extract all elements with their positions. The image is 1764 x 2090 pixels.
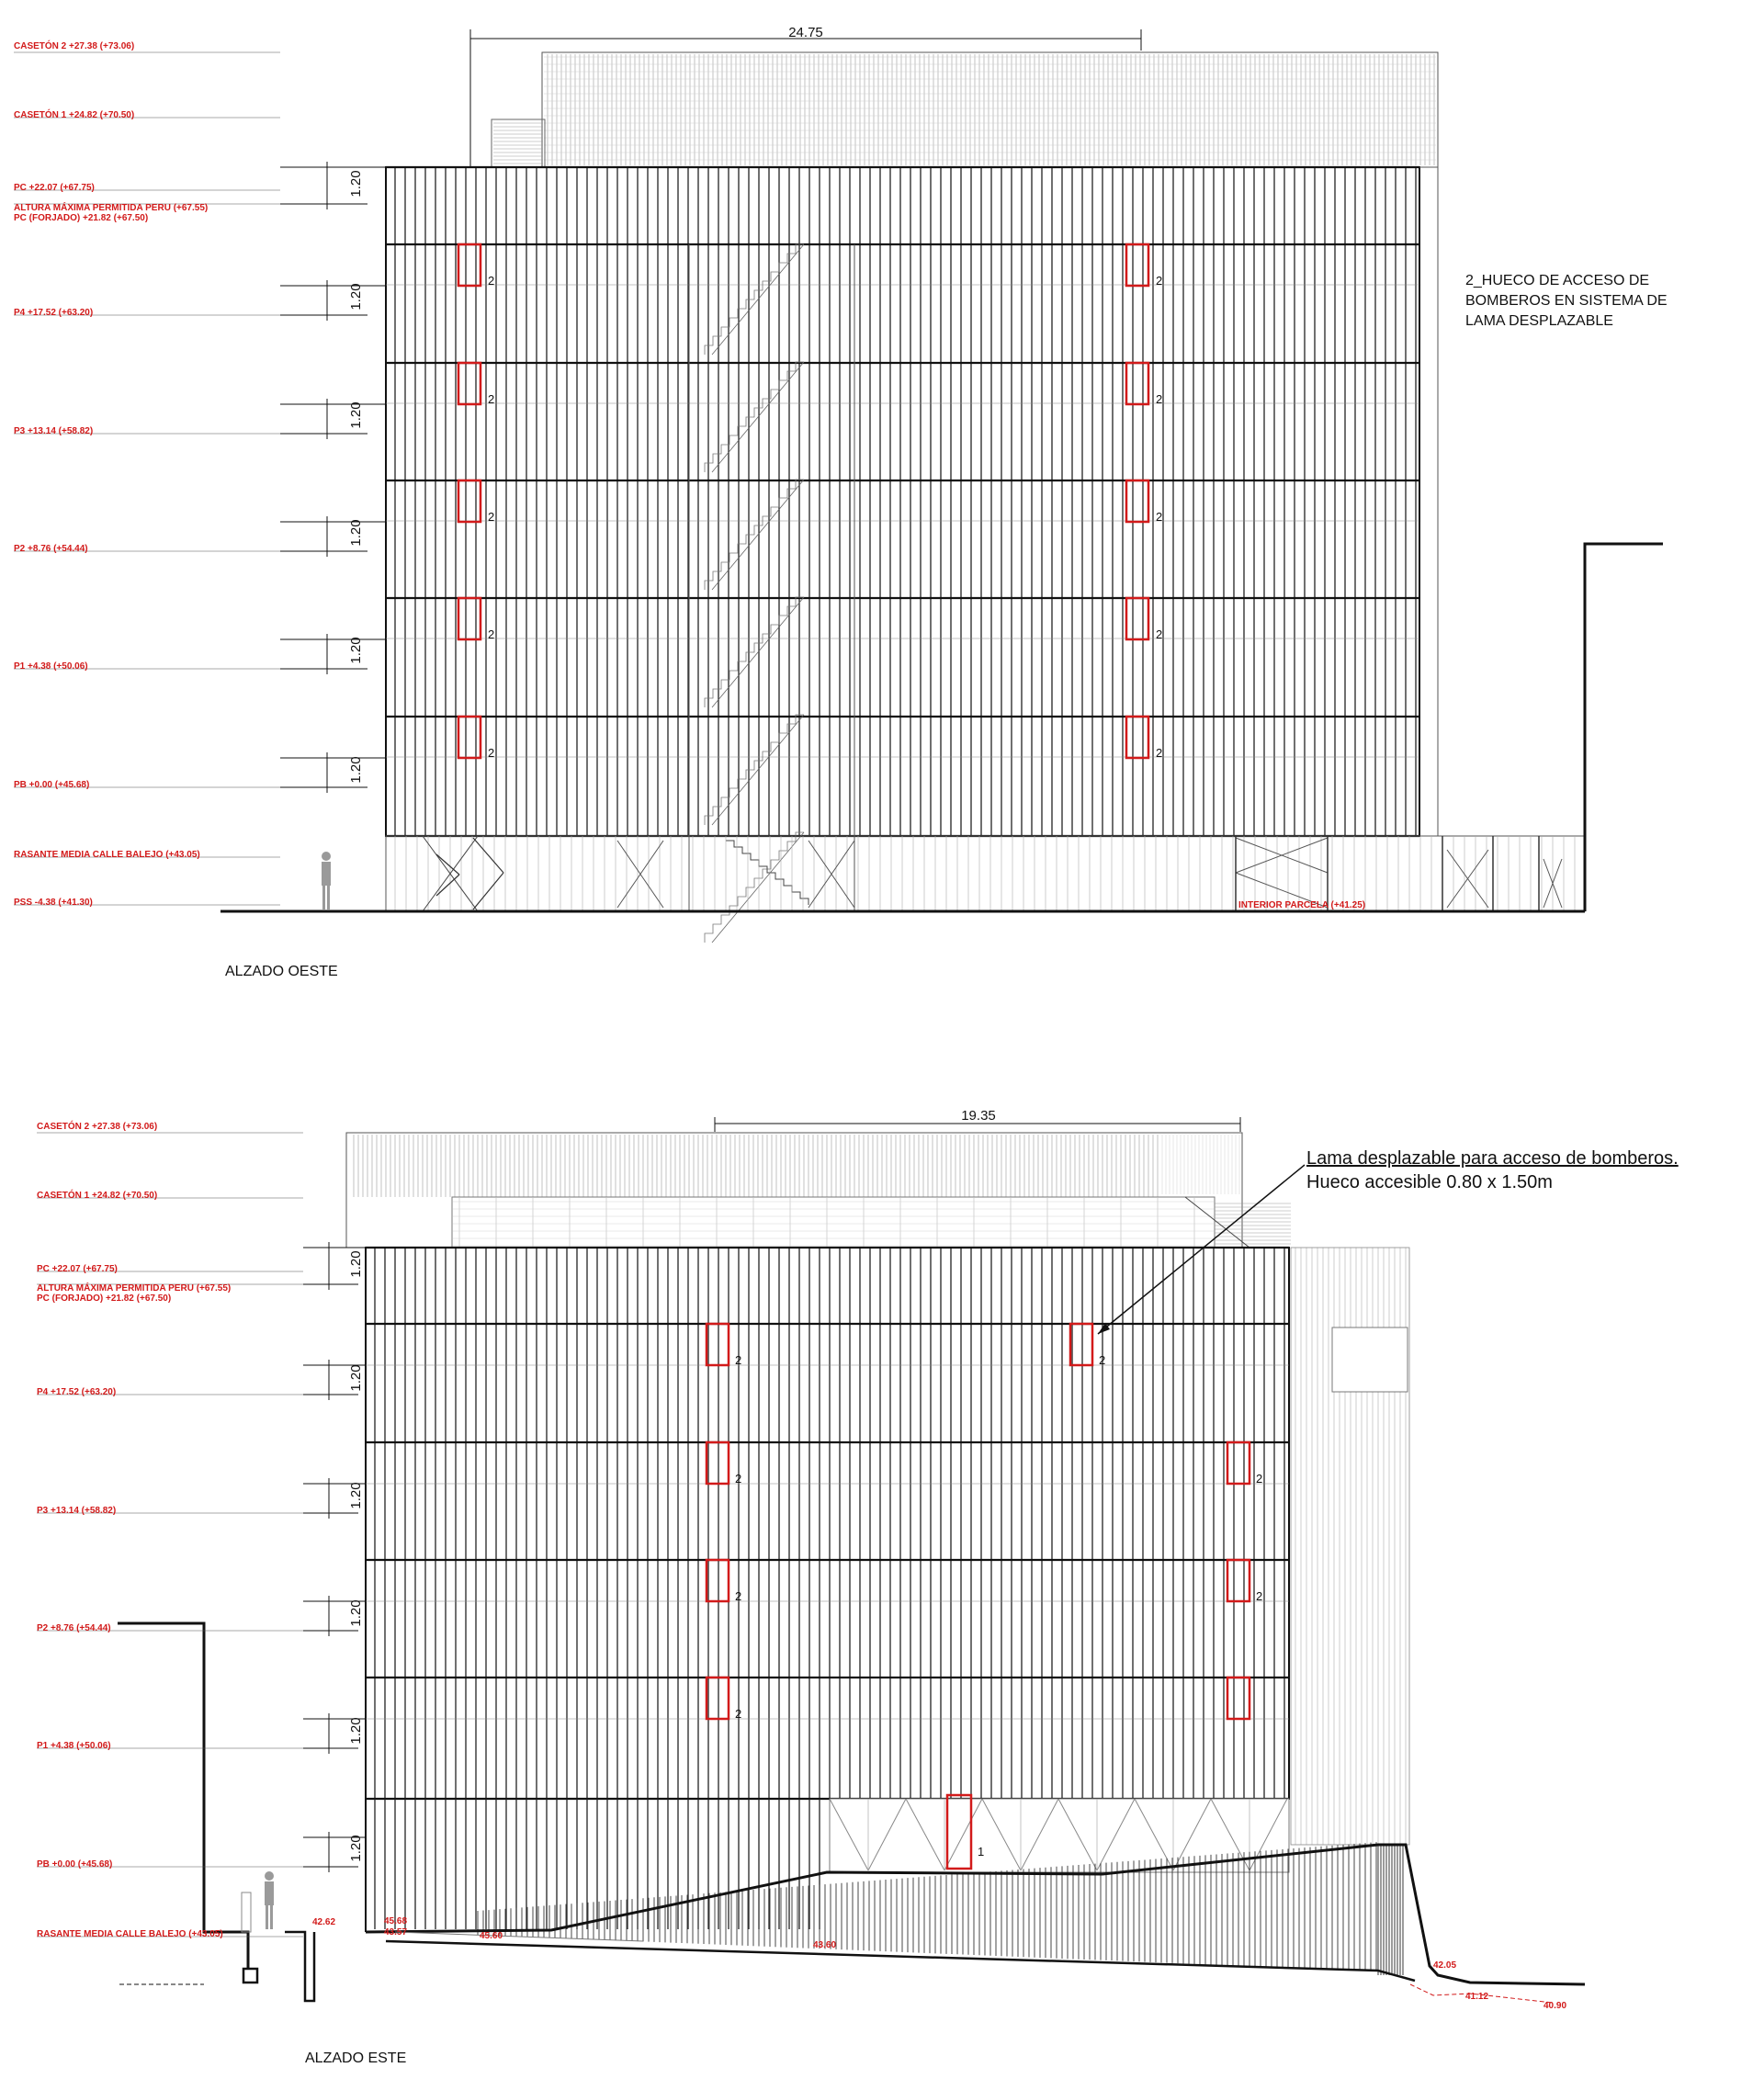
base-brace [436,875,459,896]
west-level-pc: PC +22.07 (+67.75) [14,183,95,193]
east-opening-marker: 2 [1256,1589,1263,1603]
west-opening-marker: 2 [1156,746,1163,760]
west-floor-dim-p1: 1.20 [348,637,364,664]
east-opening [707,1324,729,1365]
east-spot-level: 43.60 [813,1940,837,1950]
west-top-dimension: 24.75 [788,25,823,40]
east-note-line-1: Lama desplazable para acceso de bomberos. [1306,1148,1679,1169]
west-level-pss: PSS -4.38 (+41.30) [14,898,93,908]
west-floor-dim-p3: 1.20 [348,401,364,429]
east-elevation [37,1108,1679,2066]
west-neighbour-profile [1585,544,1663,911]
west-level-interior-parcela: INTERIOR PARCELA (+41.25) [1238,900,1366,910]
west-note-line-2: BOMBEROS EN SISTEMA DE [1465,293,1668,309]
west-opening-marker: 2 [1156,510,1163,524]
stair-rail [712,362,804,472]
west-level-pb: PB +0.00 (+45.68) [14,780,90,790]
east-spot-level: 45.60 [480,1931,503,1941]
east-spot-level: 42.05 [1433,1960,1457,1971]
east-spot-levels [312,1916,1566,2011]
east-caseton1-band [452,1197,1215,1248]
east-floor-dim-pb: 1.20 [348,1835,364,1862]
east-level-pc: PC +22.07 (+67.75) [37,1264,118,1274]
west-floor-dim-pc: 1.20 [348,170,364,198]
west-opening [1126,363,1148,404]
east-caseton1-band-detail [453,1197,1291,1248]
west-floor-dim-p4: 1.20 [348,283,364,311]
west-level-altura-maxima: ALTURA MÁXIMA PERMITIDA PERU (+67.55) [14,203,209,213]
east-floor-dim-p4: 1.20 [348,1364,364,1392]
east-fire-access-openings [707,1324,1262,1869]
east-floor-dim-p3: 1.20 [348,1482,364,1509]
west-opening [1126,717,1148,758]
west-level-p3: P3 +13.14 (+58.82) [14,426,94,436]
stair-rail [712,597,804,707]
east-opening [707,1678,729,1719]
east-floor-dimensions [348,1250,364,1861]
east-level-caseton2: CASETÓN 2 +27.38 (+73.06) [37,1122,158,1132]
east-opening [1227,1560,1250,1601]
east-level-pc-forjado: PC (FORJADO) +21.82 (+67.50) [37,1294,172,1304]
west-note [1465,273,1668,329]
west-caseton-hatch [544,54,1436,165]
east-note-leader [1098,1165,1305,1334]
west-opening-marker: 2 [488,510,495,524]
east-spot-level: 40.90 [1544,2001,1567,2011]
west-level-pc-forjado: PC (FORJADO) +21.82 (+67.50) [14,213,149,223]
west-level-p1: P1 +4.38 (+50.06) [14,661,88,672]
east-note-line-2: Hueco accesible 0.80 x 1.50m [1306,1172,1553,1192]
west-level-p2: P2 +8.76 (+54.44) [14,544,88,554]
west-opening [1126,480,1148,522]
west-opening [1126,598,1148,639]
east-level-p1: P1 +4.38 (+50.06) [37,1741,111,1751]
west-note-line-1: 2_HUECO DE ACCESO DE [1465,273,1650,288]
west-opening [458,480,481,522]
west-opening-marker: 2 [488,627,495,641]
base-brace [473,838,503,873]
west-facade-slats [395,167,1416,836]
east-floor-dim-p1: 1.20 [348,1717,364,1745]
west-floor-dimensions [348,170,364,783]
east-spot-level: 43.57 [384,1927,408,1937]
east-floor-dim-pc: 1.20 [348,1250,364,1278]
east-spot-level: 42.62 [312,1917,336,1927]
west-level-caseton2: CASETÓN 2 +27.38 (+73.06) [14,41,135,51]
west-fire-access-openings [458,244,1162,760]
west-level-rasante: RASANTE MEDIA CALLE BALEJO (+43.05) [14,850,200,860]
east-level-p3: P3 +13.14 (+58.82) [37,1506,117,1516]
east-level-altura-maxima: ALTURA MÁXIMA PERMITIDA PERU (+67.55) [37,1283,232,1294]
west-opening-marker: 2 [488,746,495,760]
west-elevation [14,25,1668,979]
west-opening [458,598,481,639]
stair-rail [712,480,804,590]
east-opening [1227,1678,1250,1719]
east-caseton-hatch [354,1135,1239,1197]
east-opening-marker: 2 [735,1589,742,1603]
east-facade-slats [375,1248,1284,1799]
west-opening [458,363,481,404]
east-spot-level: 45.68 [384,1916,408,1926]
east-floor-dim-p2: 1.20 [348,1599,364,1627]
west-opening-marker: 2 [1156,627,1163,641]
base-brace [436,854,459,875]
stair-rail [712,715,804,825]
east-level-markers [37,1133,366,1937]
stair-rail [712,244,804,355]
east-opening-marker: 2 [1256,1472,1263,1486]
east-level-rasante: RASANTE MEDIA CALLE BALEJO (+43.05) [37,1929,223,1939]
stair-flight [705,832,804,943]
east-opening-marker: 2 [735,1472,742,1486]
east-level-pb: PB +0.00 (+45.68) [37,1859,113,1870]
east-caseton-outline [346,1133,1242,1248]
east-opening-marker: 2 [735,1353,742,1367]
east-elevation-title: ALZADO ESTE [305,2050,407,2066]
east-level-p2: P2 +8.76 (+54.44) [37,1623,111,1633]
east-side-window [1332,1327,1408,1392]
east-level-p4: P4 +17.52 (+63.20) [37,1387,117,1397]
west-floor-dim-p2: 1.20 [348,519,364,547]
west-note-line-3: LAMA DESPLAZABLE [1465,313,1613,329]
east-opening-marker: 2 [1099,1353,1106,1367]
west-small-caseton-hatch [493,123,543,164]
east-opening [1227,1442,1250,1484]
east-opening [707,1560,729,1601]
west-opening [458,717,481,758]
east-opening-marker: 2 [735,1707,742,1721]
base-brace [473,873,503,909]
west-scale-figure [322,852,331,909]
east-scale-figure [265,1871,274,1929]
west-basement-band [386,836,1585,911]
west-opening [1126,244,1148,286]
stair-flight [726,841,808,905]
west-level-markers [14,52,386,905]
east-opening [1070,1324,1092,1365]
west-level-p4: P4 +17.52 (+63.20) [14,308,94,318]
east-left-wall [118,1623,248,1969]
west-opening [458,244,481,286]
east-opening [707,1442,729,1484]
east-level-caseton1: CASETÓN 1 +24.82 (+70.50) [37,1191,158,1201]
west-elevation-title: ALZADO OESTE [225,964,338,979]
west-opening-marker: 2 [1156,392,1163,406]
west-opening-marker: 2 [1156,274,1163,288]
east-note [1306,1148,1679,1192]
west-basement-detail [395,836,1575,911]
west-opening-marker: 2 [488,274,495,288]
east-door-marker: 1 [978,1845,985,1858]
east-top-dimension: 19.35 [961,1108,996,1124]
east-facade-outline [366,1248,1289,1799]
west-opening-marker: 2 [488,392,495,406]
east-spot-level: 41.12 [1465,1992,1489,2002]
west-floor-dim-pb: 1.20 [348,756,364,784]
west-level-caseton1: CASETÓN 1 +24.82 (+70.50) [14,110,135,120]
